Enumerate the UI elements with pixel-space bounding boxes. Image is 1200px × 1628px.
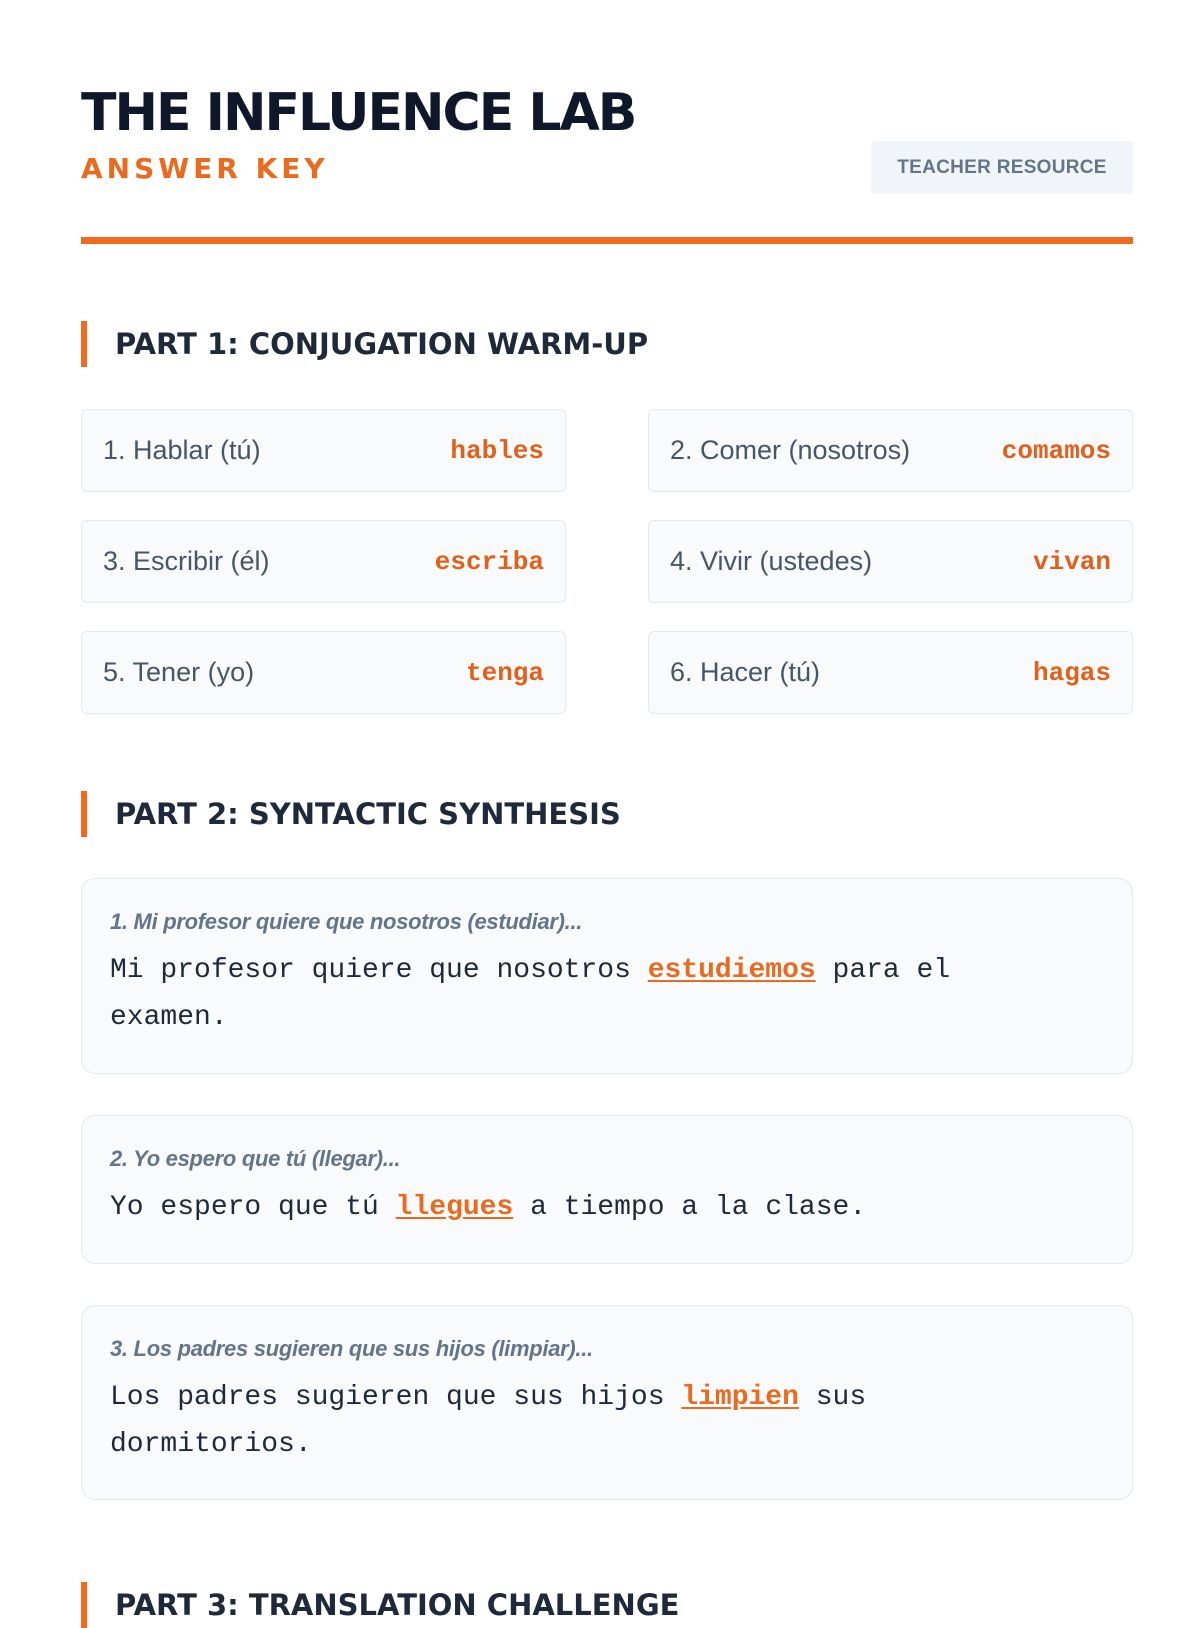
- part1-heading: PART 1: CONJUGATION WARM-UP: [81, 321, 648, 367]
- conjugation-card: [648, 520, 1133, 603]
- sentence-before: Los padres sugieren que sus hijos: [110, 1382, 682, 1413]
- page-title: THE INFLUENCE LAB: [81, 83, 636, 143]
- conjugation-answer: escriba: [434, 546, 544, 577]
- conjugation-prompt: 5. Tener (yo): [103, 657, 255, 687]
- sentence-after: a tiempo a la clase.: [513, 1192, 867, 1223]
- conjugation-prompt: 4. Vivir (ustedes): [670, 546, 873, 576]
- conjugation-answer: vivan: [1032, 546, 1111, 577]
- conjugation-prompt: 2. Comer (nosotros): [670, 435, 911, 465]
- sentence-answer: limpien: [681, 1382, 799, 1413]
- synthesis-sentence: [110, 1184, 1020, 1231]
- conjugation-card: [81, 520, 566, 603]
- synthesis-prompt: 2. Yo espero que tú (llegar)...: [110, 1146, 401, 1171]
- part2-heading: PART 2: SYNTACTIC SYNTHESIS: [81, 791, 621, 837]
- sentence-before: Mi profesor quiere que nosotros: [110, 955, 648, 986]
- conjugation-answer: hagas: [1032, 657, 1111, 688]
- synthesis-sentence: [110, 947, 1020, 1041]
- synthesis-card: [81, 878, 1133, 1074]
- conjugation-answer: tenga: [465, 657, 544, 688]
- synthesis-card: [81, 1115, 1133, 1264]
- page-header: [81, 0, 1133, 244]
- sentence-after: sus dormitorios.: [110, 1382, 867, 1460]
- page-subtitle: ANSWER KEY: [81, 152, 329, 185]
- conjugation-prompt: 3. Escribir (él): [103, 546, 270, 576]
- conjugation-prompt: 6. Hacer (tú): [670, 657, 821, 687]
- sentence-answer: llegues: [395, 1192, 514, 1223]
- synthesis-prompt: 1. Mi profesor quiere que nosotros (estudiar)...: [110, 909, 583, 934]
- sentence-after: para el examen.: [110, 955, 951, 1033]
- answer-key-page: [81, 0, 1133, 1622]
- conjugation-card: [648, 409, 1133, 492]
- conjugation-grid: [81, 409, 1133, 714]
- sentence-before: Yo espero que tú: [110, 1192, 396, 1223]
- sentence-answer: estudiemos: [647, 955, 816, 986]
- conjugation-card: [648, 631, 1133, 714]
- synthesis-sentence: [110, 1374, 1020, 1468]
- teacher-resource-badge: TEACHER RESOURCE: [871, 141, 1133, 194]
- conjugation-card: [81, 631, 566, 714]
- conjugation-answer: comamos: [1001, 435, 1111, 466]
- conjugation-answer: hables: [450, 435, 544, 466]
- part3-heading: PART 3: TRANSLATION CHALLENGE: [81, 1582, 679, 1628]
- synthesis-card: [81, 1305, 1133, 1500]
- conjugation-card: [81, 409, 566, 492]
- synthesis-prompt: 3. Los padres sugieren que sus hijos (limpiar)...: [110, 1336, 593, 1361]
- conjugation-prompt: 1. Hablar (tú): [103, 435, 261, 465]
